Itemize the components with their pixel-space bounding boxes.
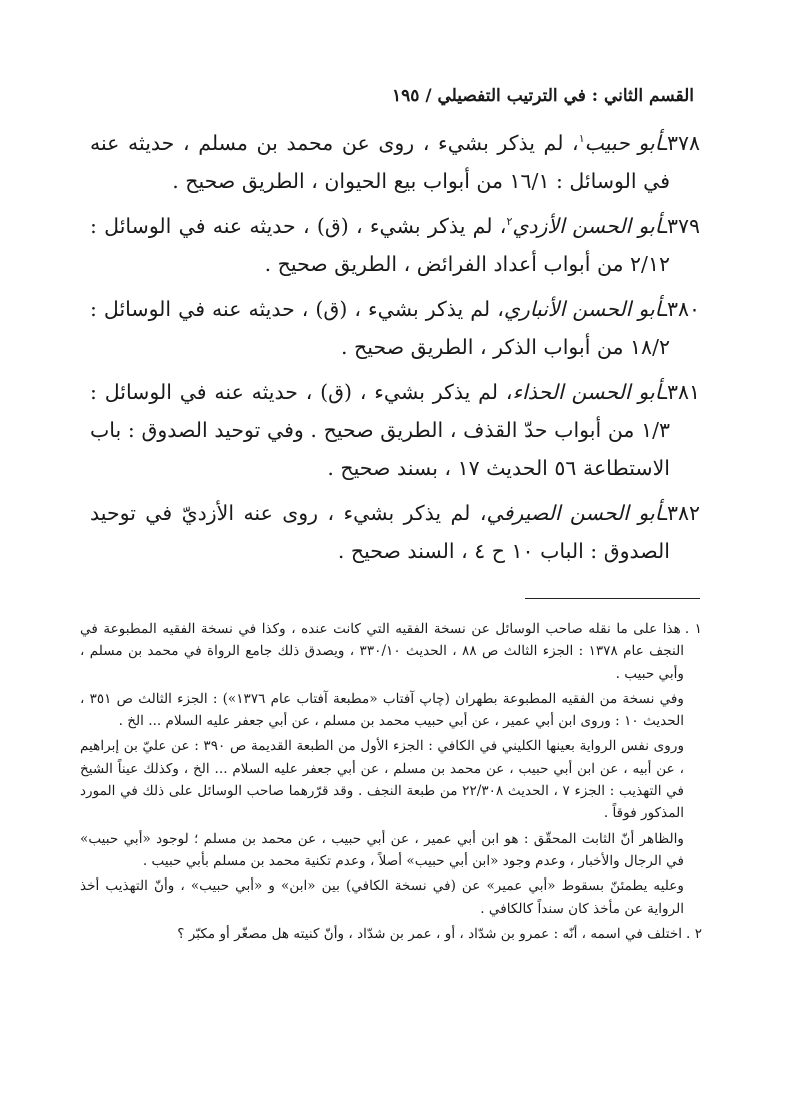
- footnote-2: [80, 923, 702, 945]
- footnote-paragraph: والظاهر أنّ الثابت المحقّق : هو ابن أبي عمير ، عن أبي حبيب ، عن محمد بن مسلم ؛ لوجود «أبي حبيب» في الرجال والأخبار ، وعدم وجود «ابن أبي حبيب» أصلاً ، وعدم تكنية محمد بن مسلم بأبي حبيب .: [80, 830, 684, 869]
- entry-number: ٣٨١ـ: [660, 380, 701, 404]
- footnote-separator: [525, 598, 700, 599]
- entries-list: [90, 124, 700, 577]
- footnote-paragraph: وعليه يطمئنّ بسقوط «أبي عمير» عن (في نسخة الكافي) بين «ابن» و «أبي حبيب» ، وأنّ التهذيب أخذ الرواية عن مأخذ كان سنداً كالكافي .: [80, 878, 684, 917]
- entry-379: [90, 207, 700, 283]
- footnote-text: اختلف في اسمه ، أنّه : عمرو بن شدّاد ، أو ، عمر بن شدّاد ، وأنّ كنيته هل مصغّر أو مكبّر ؟: [177, 925, 683, 942]
- entry-number: ٣٧٩ـ: [660, 214, 701, 238]
- entry-381: [90, 373, 700, 487]
- footnote-paragraph: وروى نفس الرواية بعينها الكليني في الكافي : الجزء الأول من الطبعة القديمة ص ٣٩٠ : عن عليّ بن إبراهيم ، عن أبيه ، عن ابن أبي حبيب ، عن محمد بن مسلم ، عن أبي جعفر عليه السلام ... الخ ، وكذلك عيناً الشيخ في التهذيب : الجزء ٧ ، الحديث ٢٢/٣٠٨ من طبعة النجف . وقد قرّرهما صاحب الوسائل على ذلك في المورد المذكور فوقاً .: [80, 738, 685, 822]
- entry-text: ، لم يذكر بشيء ، روى عن محمد بن مسلم ، حديثه عنه في الوسائل : ١٦/١ من أبواب بيع الحيوان ، الطريق صحيح .: [90, 131, 670, 193]
- entry-name: أبو حبيب: [584, 131, 661, 155]
- entry-text: ، لم يذكر بشيء ، (ق) ، حديثه عنه في الوسائل : ١٨/٢ من أبواب الذكر ، الطريق صحيح .: [90, 297, 670, 359]
- footnote-text: هذا على ما نقله صاحب الوسائل عن نسخة الفقيه التي كانت عنده ، وكذا في نسخة الفقيه المطبوعة في النجف عام ١٣٧٨ : الجزء الثالث ص ٨٨ ، الحديث ٣٣٠/١٠ ، ويصدق ذلك جامع الرواة في محمد بن مسلم ، وأبي حبيب .: [80, 621, 685, 682]
- entry-number: ٣٨٠ـ: [660, 297, 700, 321]
- page-header: القسم الثاني : في الترتيب التفصيلي / ١٩٥: [392, 86, 694, 106]
- footnote-1: [80, 618, 702, 685]
- entry-380: [90, 290, 700, 366]
- entry-text: ، لم يذكر بشيء ، روى عنه الأزديّ في توحيد الصدوق : الباب ١٠ ح ٤ ، السند صحيح .: [90, 501, 670, 563]
- footnotes: [80, 618, 702, 948]
- footnote-ref: ١: [578, 132, 585, 146]
- footnote-paragraph: وفي نسخة من الفقيه المطبوعة بطهران (چاپ آفتاب «مطبعة آفتاب عام ١٣٧٦») : الجزء الثالث ص ٣٥١ ، الحديث ١٠ : وروى ابن أبي عمير ، عن أبي حبيب محمد بن مسلم ، عن أبي جعفر عليه السلام ... الخ .: [80, 690, 684, 730]
- footnote-number: ٢ .: [686, 925, 702, 942]
- entry-text: ، لم يذكر بشيء ، (ق) ، حديثه عنه في الوسائل : ١/٣ من أبواب حدّ القذف ، الطريق صحيح . وفي توحيد الصدوق : باب الاستطاعة ٥٦ الحديث ١٧ ، بسند صحيح .: [90, 380, 670, 480]
- entry-378: [90, 124, 700, 200]
- entry-382: [90, 494, 700, 570]
- entry-number: ٣٧٨ـ: [660, 131, 701, 155]
- entry-name: أبو الحسن الأنباري: [503, 297, 661, 321]
- entry-name: أبو الحسن الأزدي: [512, 214, 661, 238]
- entry-number: ٣٨٢ـ: [660, 501, 700, 525]
- footnote-number: ١ .: [684, 621, 702, 637]
- entry-text: ، لم يذكر بشيء ، (ق) ، حديثه عنه في الوسائل : ٢/١٢ من أبواب أعداد الفرائض ، الطريق صحيح .: [90, 214, 670, 276]
- footnote-ref: ٢: [506, 215, 513, 229]
- entry-name: أبو الحسن الصيرفي: [486, 501, 661, 525]
- entry-name: أبو الحسن الحذاء: [512, 380, 661, 404]
